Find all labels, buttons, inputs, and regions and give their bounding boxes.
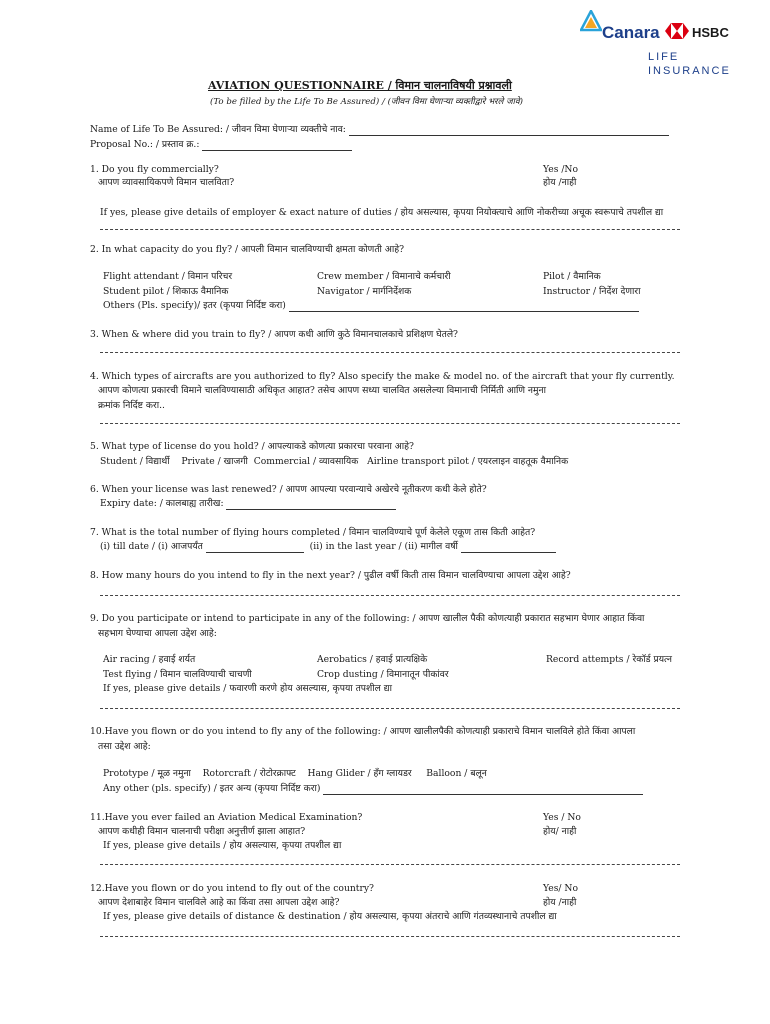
q11-text-mr: आपण कधीही विमान चालनाची परीक्षा अनुत्तीर्ण झाला आहात?: [98, 826, 306, 837]
q7-text: 7. What is the total number of flying hours completed / विमान चालविण्याचे पूर्ण केलेले एकूण तास किती आहेत?: [90, 527, 536, 538]
q9-option-aerobatics[interactable]: Aerobatics / हवाई प्रात्यक्षिके: [317, 654, 428, 665]
q2-text: 2. In what capacity do you fly? / आपली विमान चालविण्याची क्षमता कोणती आहे?: [90, 244, 405, 255]
q2-option-flight-attendant[interactable]: Flight attendant / विमान परिचर: [103, 271, 233, 282]
q10-option-hang-glider[interactable]: Hang Glider / हँग ग्लायडर: [307, 768, 412, 779]
q5-option-student[interactable]: Student / विद्यार्थी: [100, 456, 170, 467]
q1-yes-no[interactable]: Yes /No: [543, 164, 579, 175]
q12-details-label: If yes, please give details of distance & destination / होय असल्यास, कृपया अंतराचे आणि गंतव्यस्थानाचे तपशील द्या: [103, 911, 557, 922]
q2-option-crew-member[interactable]: Crew member / विमानाचे कर्मचारी: [317, 271, 451, 282]
q9-text: 9. Do you participate or intend to participate in any of the following: / आपण खालील पैकी कोणत्याही प्रकारात सहभाग घेणार आहात किंवा: [90, 613, 645, 624]
q12-text: 12.Have you flown or do you intend to fly out of the country?: [90, 883, 374, 894]
q9-option-air-racing[interactable]: Air racing / हवाई शर्यत: [103, 654, 196, 665]
q9-text-2: सहभाग घेण्याचा आपला उद्देश आहे:: [98, 628, 217, 639]
logo: [572, 8, 742, 77]
q10-option-rotorcraft[interactable]: Rotorcraft / रोटोरक्राफ्ट: [202, 768, 296, 779]
q5-text: 5. What type of license do you hold? / आपल्याकडे कोणत्या प्रकारचा परवाना आहे?: [90, 441, 414, 452]
q1-yes-no-mr[interactable]: होय /नाही: [543, 177, 577, 188]
name-label: Name of Life To Be Assured: / जीवन विमा घेणाऱ्या व्यक्तीचे नाव:: [90, 124, 346, 135]
name-input-line[interactable]: [349, 135, 669, 136]
q3-answer-line[interactable]: [100, 352, 680, 353]
q9-option-crop-dusting[interactable]: Crop dusting / विमानातून पीकांवर: [317, 669, 449, 680]
canara-triangle-icon: [580, 10, 602, 32]
q8-answer-line[interactable]: [100, 595, 680, 596]
q1-details-line[interactable]: [100, 229, 680, 230]
q2-option-navigator[interactable]: Navigator / मार्गनिर्देशक: [317, 286, 412, 297]
q11-yes-no[interactable]: Yes / No: [543, 812, 581, 823]
q9-details-line[interactable]: [100, 708, 680, 709]
q6-expiry-line[interactable]: [226, 509, 396, 510]
q11-details-label: If yes, please give details / होय असल्यास, कृपया तपशील द्या: [103, 840, 342, 851]
q1-text: 1. Do you fly commercially?: [90, 164, 219, 175]
q4-answer-line[interactable]: [100, 423, 680, 424]
proposal-row: [90, 139, 352, 151]
q2-other-line[interactable]: [289, 311, 639, 312]
q4-text-mr2: क्रमांक निर्दिष्ट करा..: [98, 400, 165, 411]
q11-details-line[interactable]: [100, 864, 680, 865]
q9-details-label: If yes, please give details / फवारणी करणे होय असल्यास, कृपया तपशील द्या: [103, 683, 392, 694]
q6-text: 6. When your license was last renewed? / आपण आपल्या परवान्याचे अखेरचे नूतीकरण कधी केले होते?: [90, 484, 487, 495]
q6-expiry-row: [100, 498, 396, 510]
q5-options: [100, 456, 568, 468]
q10-text-2: तसा उद्देश आहे:: [98, 741, 151, 752]
q10-other-line[interactable]: [323, 794, 643, 795]
q10-options: [103, 768, 487, 780]
q2-option-pilot[interactable]: Pilot / वैमानिक: [543, 271, 601, 282]
q9-option-record[interactable]: Record attempts / रेकॉर्ड प्रयत्न: [546, 654, 672, 665]
q12-yes-no-mr[interactable]: होय /नाही: [543, 897, 577, 908]
q7-till-line[interactable]: [206, 552, 304, 553]
logo-hsbc: HSBC: [692, 25, 729, 40]
q2-other-label: Others (Pls. specify)/ इतर (कृपया निर्दिष्ट करा): [103, 300, 286, 311]
q5-option-airline[interactable]: Airline transport pilot / एयरलाइन वाहतूक वैमानिक: [367, 456, 569, 467]
page-title: AVIATION QUESTIONNAIRE / विमान चालनाविषयी प्रश्नावली: [208, 79, 512, 92]
q12-details-line[interactable]: [100, 936, 680, 937]
q10-other-label: Any other (pls. specify) / इतर अन्य (कृपया निर्दिष्ट करा): [103, 783, 321, 794]
q10-option-balloon[interactable]: Balloon / बलून: [426, 768, 487, 779]
q10-other-row: [103, 783, 643, 795]
q9-option-test-flying[interactable]: Test flying / विमान चालविण्याची चाचणी: [103, 669, 252, 680]
page-subtitle: (To be filled by the Life To Be Assured) / (जीवन विमा घेणाऱ्या व्यक्तीद्वारे भरले जावे): [210, 97, 523, 107]
q4-text: 4. Which types of aircrafts are you authorized to fly? Also specify the make & model no. of the aircraft that your fly currently.: [90, 371, 675, 382]
q10-option-prototype[interactable]: Prototype / मूळ नमुना: [103, 768, 191, 779]
proposal-label: Proposal No.: / प्रस्ताव क्र.:: [90, 139, 200, 150]
q8-text: 8. How many hours do you intend to fly in the next year? / पुढील वर्षी किती तास विमान चालविण्याचा आपला उद्देश आहे?: [90, 570, 571, 581]
q4-text-mr1: आपण कोणत्या प्रकारची विमाने चालविण्यासाठी अधिकृत आहात? तसेच आपण सध्या चालवित असलेल्या विमानाची निर्मिती आणि नमुना: [98, 385, 547, 396]
q6-expiry-label: Expiry date: / कालबाह्य तारीख:: [100, 498, 224, 509]
q2-option-instructor[interactable]: Instructor / निर्देश देणारा: [543, 286, 641, 297]
name-row: [90, 124, 669, 136]
q5-option-commercial[interactable]: Commercial / व्यावसायिक: [253, 456, 359, 467]
q12-text-mr: आपण देशाबाहेर विमान चालविले आहे का किंवा तसा आपला उद्देश आहे?: [98, 897, 340, 908]
proposal-input-line[interactable]: [202, 150, 352, 151]
q7-hours-row: [100, 541, 556, 553]
q7-last-line[interactable]: [461, 552, 556, 553]
logo-canara: Canara: [602, 23, 660, 42]
q10-text: 10.Have you flown or do you intend to fly any of the following: / आपण खालीलपैकी कोणत्याही प्रकाराचे विमान चालविले होते किंवा आपला: [90, 726, 636, 737]
q5-option-private[interactable]: Private / खाजगी: [181, 456, 248, 467]
q1-text-mr: आपण व्यावसायिकपणे विमान चालविता?: [98, 177, 235, 188]
q1-details-label: If yes, please give details of employer & exact nature of duties / होय असल्यास, कृपया नियोक्त्याचे आणि नोकरीच्या अचूक स्वरूपाचे तपशील द्या: [100, 207, 664, 218]
hsbc-hexagon-icon: [665, 23, 689, 39]
q7-last-label: (ii) in the last year / (ii) मागील वर्षी: [309, 541, 458, 552]
logo-life-insurance: LIFE INSURANCE: [648, 51, 731, 77]
q2-other-row: [103, 300, 639, 312]
q7-till-label: (i) till date / (i) आजपर्यंत: [100, 541, 203, 552]
q11-text: 11.Have you ever failed an Aviation Medical Examination?: [90, 812, 363, 823]
q11-yes-no-mr[interactable]: होय/ नाही: [543, 826, 577, 837]
q12-yes-no[interactable]: Yes/ No: [543, 883, 579, 894]
q3-text: 3. When & where did you train to fly? / आपण कधी आणि कुठे विमानचालकाचे प्रशिक्षण घेतले?: [90, 329, 458, 340]
q2-option-student-pilot[interactable]: Student pilot / शिकाऊ वैमानिक: [103, 286, 229, 297]
